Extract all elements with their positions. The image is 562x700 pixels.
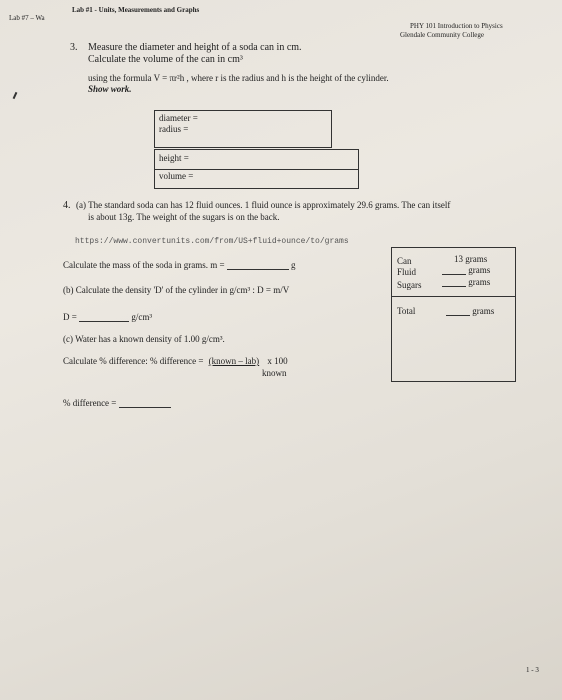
percent-diff-formula [63,356,288,366]
density-answer-line [63,312,152,322]
fluid-label: Fluid [397,267,417,277]
pct-denominator: known [262,368,287,378]
density-question: (b) Calculate the density 'D' of the cylinder in g/cm³ : D = m/V [63,285,290,295]
mass-question [63,260,296,270]
q3-line2: Calculate the volume of the can in cm³ [88,54,243,65]
sugars-label: Sugars [397,280,422,290]
total-row [446,306,494,316]
volume-label: volume = [159,171,194,181]
mass-unit: g [291,260,296,270]
water-density-text: (c) Water has a known density of 1.00 g/cm³. [63,334,225,344]
table-total-divider [392,296,515,297]
pct-result-label: % difference = [63,398,117,408]
lab-title: Lab #1 - Units, Measurements and Graphs [72,6,200,14]
fluid-row [442,265,490,275]
height-volume-box [154,149,359,189]
height-volume-divider [155,169,358,170]
q3-line3: using the formula V = πr²h , where r is the radius and h is the height of the cylinder. [88,73,389,83]
density-answer-blank [79,312,129,322]
mass-table-box [391,247,516,382]
can-label: Can [397,256,412,266]
college-name: Glendale Community College [400,31,484,39]
q4-number: 4. [63,200,71,211]
fluid-unit: grams [468,265,491,275]
mass-answer-blank [227,260,289,270]
pct-text: Calculate % difference: % difference = [63,356,204,366]
can-value: 13 grams [454,254,488,264]
total-unit: grams [472,306,495,316]
d-unit: g/cm³ [131,312,153,322]
mass-text: Calculate the mass of the soda in grams. m = [63,260,225,270]
converter-link[interactable]: https://www.convertunits.com/from/US+fluid+ounce/to/grams [75,237,349,246]
fluid-blank [442,266,466,275]
sugars-blank [442,278,466,287]
total-blank [446,307,470,316]
total-label: Total [397,306,416,316]
q3-show-work: Show work. [88,84,132,94]
diameter-label: diameter = [159,113,198,123]
height-label: height = [159,153,189,163]
radius-label: radius = [159,124,189,134]
percent-diff-blank [119,398,171,408]
q4-line1: (a) The standard soda can has 12 fluid ounces. 1 fluid ounce is approximately 29.6 grams. The can itself [76,200,451,210]
header-left-label: Lab #7 – Wa [9,14,45,22]
diameter-radius-box [154,110,332,148]
pct-times: x 100 [267,356,288,366]
q3-number: 3. [70,42,78,53]
q4-line2: is about 13g. The weight of the sugars is on the back. [88,212,280,222]
course-name: PHY 101 Introduction to Physics [410,22,503,30]
percent-diff-result [63,398,171,408]
sugars-row [442,277,490,287]
margin-mark [13,92,18,99]
sugars-unit: grams [468,277,491,287]
pct-fraction: (known – lab) [208,356,260,366]
q3-line1: Measure the diameter and height of a soda can in cm. [88,42,302,53]
page-number: 1 - 3 [526,666,539,674]
d-label: D = [63,312,77,322]
